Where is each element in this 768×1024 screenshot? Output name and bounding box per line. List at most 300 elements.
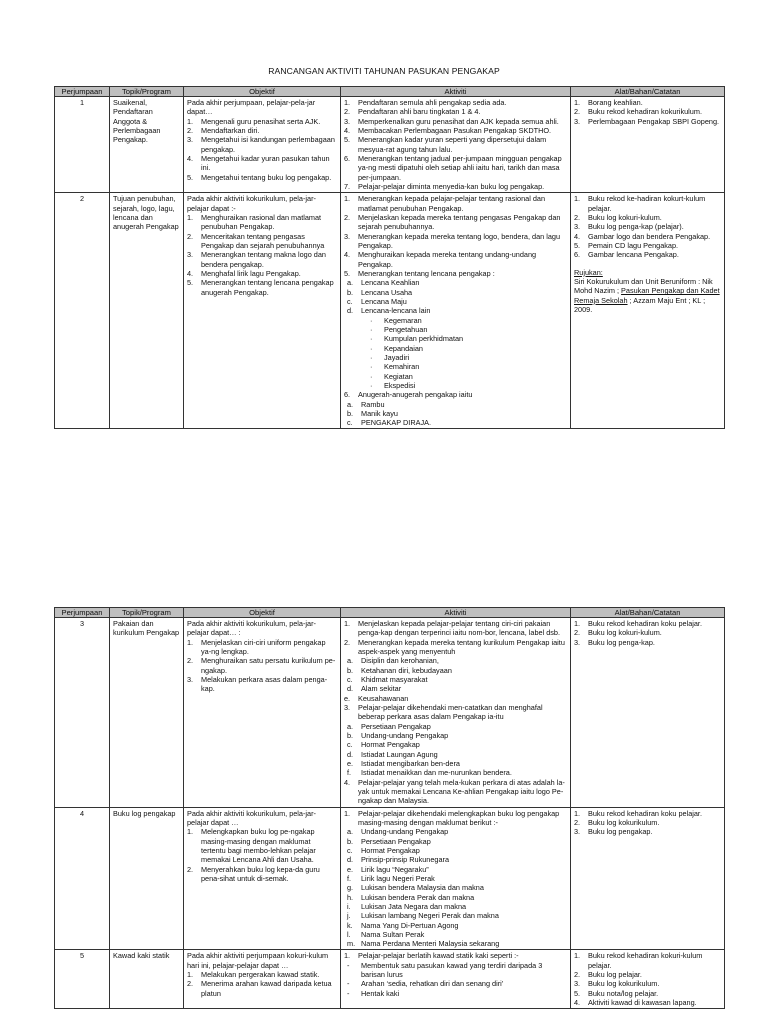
objective-cell <box>184 807 341 950</box>
list-marker: 4. <box>344 777 351 787</box>
activity-item <box>344 250 567 269</box>
list-text: Menjelaskan ciri-ciri uniform pengakap ya-ng lengkap. <box>201 637 326 656</box>
list-text: Borang keahlian. <box>588 98 643 107</box>
list-text: Menerangkan kepada pelajar-pelajar tentang rasional dan matlamat penubuhan Pengakap. <box>358 194 546 213</box>
reference-publisher: ; Azzam Maju Ent ; KL ; 2009. <box>574 295 706 314</box>
list-marker: 2. <box>574 970 581 980</box>
list-marker: 6. <box>574 250 581 260</box>
list-text: Hormat Pengakap <box>361 845 420 855</box>
list-marker: 4. <box>187 268 194 278</box>
objective-cell <box>184 193 341 429</box>
list-marker: a. <box>347 656 354 666</box>
list-text: Menerangkan tentang jadual per-jumpaan mingguan pengakap ya-ng mesti dipatuhi oleh setiap ahli iaitu hari, tarikh dan masa per-jumpaan. <box>358 153 562 182</box>
material-item <box>574 979 721 988</box>
material-item <box>574 989 721 998</box>
activity-item <box>344 117 567 126</box>
objective-cell <box>184 950 341 1009</box>
list-marker: 6. <box>344 153 351 163</box>
list-text: Buku rekod kehadiran kokurikulum. <box>588 107 702 117</box>
activity-item <box>344 381 567 390</box>
list-text: Nama Yang Di-Pertuan Agong <box>361 920 459 930</box>
list-text: Hormat Pengakap <box>361 740 420 750</box>
list-marker: j. <box>347 911 351 921</box>
list-text: Jayadiri <box>384 352 410 362</box>
activity-item <box>344 418 567 427</box>
list-text: Menghafal lirik lagu Pengakap. <box>201 268 301 278</box>
activity-item <box>344 107 567 116</box>
list-text: Melakukan pergerakan kawad statik. <box>201 970 320 980</box>
list-marker: 5. <box>574 988 581 998</box>
objective-intro: Pada akhir perjumpaan, pelajar-pela-jar dapat… <box>187 98 316 117</box>
activity-item <box>344 979 567 988</box>
activity-item <box>344 902 567 911</box>
list-text: Memperkenalkan guru penasihat dan AJK kepada semua ahli. <box>358 116 559 126</box>
activity-cell <box>341 97 571 193</box>
list-text: Pelajar-pelajar diminta menyedia-kan buku log pengakap. <box>358 181 545 191</box>
list-marker: a. <box>347 399 354 409</box>
list-marker: 1. <box>344 808 351 818</box>
list-marker: · <box>370 352 373 362</box>
activity-item <box>344 666 567 675</box>
list-marker: · <box>370 371 373 381</box>
list-marker: 2. <box>344 637 351 647</box>
list-text: Disiplin dan kerohanian, <box>361 656 439 666</box>
list-marker: 3. <box>187 135 194 145</box>
list-text: Buku log kokuri-kulum. <box>588 628 662 638</box>
activity-item <box>344 961 567 980</box>
list-marker: c. <box>347 418 353 428</box>
list-marker: 2. <box>574 817 581 827</box>
activity-item <box>344 135 567 154</box>
materials-cell <box>571 193 725 429</box>
list-marker: · <box>370 362 373 372</box>
list-text: Buku log kokurikulum. <box>588 817 660 827</box>
list-marker: · <box>370 380 373 390</box>
list-text: Menerangkan kepada mereka tentang kurikulum Pengakap iaitu aspek-aspek yang menyentuh <box>358 637 565 656</box>
list-marker: a. <box>347 721 354 731</box>
activity-item <box>344 362 567 371</box>
list-text: Menghuraikan rasional dan matlamat penubuhan Pengakap. <box>201 212 322 232</box>
list-text: Lukisan lambang Negeri Perak dan makna <box>361 911 499 921</box>
activity-item <box>344 778 567 806</box>
activity-cell <box>341 807 571 950</box>
list-text: Buku log penga-kap (pelajar). <box>588 222 684 232</box>
list-marker: d. <box>347 684 354 694</box>
list-marker: i. <box>347 901 351 911</box>
list-text: Pelajar-pelajar dikehendaki men-catatkan dan menghafal beberap perkara asas dalam Pengakap ia-itu <box>358 702 543 722</box>
material-item <box>574 638 721 647</box>
activity-item <box>344 400 567 409</box>
list-marker: 1. <box>344 98 351 107</box>
activity-item <box>344 334 567 343</box>
list-marker: 3. <box>344 231 351 241</box>
table-row <box>55 618 725 808</box>
table-row <box>55 807 725 950</box>
list-marker: d. <box>347 749 354 759</box>
list-marker: b. <box>347 836 354 846</box>
reference-text <box>574 277 721 314</box>
list-text: Buku rekod kehadiran kokuri-kulum pelajar. <box>588 951 703 970</box>
list-text: Kegemaran <box>384 315 422 325</box>
list-text: Buku log pelajar. <box>588 970 642 980</box>
activity-item <box>344 269 567 278</box>
topic-cell: Kawad kaki statik <box>110 950 184 1009</box>
meeting-number: 2 <box>55 193 110 429</box>
list-text: Lukisan Jata Negara dan makna <box>361 901 467 911</box>
objective-item <box>187 126 337 135</box>
list-text: Anugerah-anugerah pengakap iaitu <box>358 390 473 400</box>
list-marker: c. <box>347 845 353 855</box>
list-marker: - <box>347 979 350 989</box>
list-marker: m. <box>347 939 356 949</box>
activity-item <box>344 759 567 768</box>
list-text: Kepandaian <box>384 343 423 353</box>
list-text: Buku log kokuri-kulum. <box>588 212 662 222</box>
list-marker: · <box>370 343 373 353</box>
activity-item <box>344 939 567 948</box>
list-text: Undang-undang Pengakap <box>361 730 449 740</box>
activity-item <box>344 638 567 657</box>
list-marker: 1. <box>574 98 581 107</box>
col-header-objective: Objektif <box>184 87 341 97</box>
list-marker: f. <box>347 768 352 778</box>
list-text: Hentak kaki <box>361 988 400 998</box>
list-marker: 1. <box>574 951 581 961</box>
material-item <box>574 117 721 126</box>
list-marker: 3. <box>187 674 194 684</box>
activity-item <box>344 325 567 334</box>
activity-item <box>344 703 567 722</box>
col-header-topic: Topik/Program <box>110 87 184 97</box>
list-text: Arahan ‘sedia, rehatkan diri dan senang diri’ <box>361 979 504 989</box>
activity-cell <box>341 950 571 1009</box>
material-item <box>574 232 721 241</box>
list-marker: e. <box>344 693 351 703</box>
activity-item <box>344 809 567 828</box>
objective-cell <box>184 618 341 808</box>
objective-item <box>187 827 337 864</box>
materials-cell <box>571 618 725 808</box>
material-item <box>574 998 721 1007</box>
list-marker: 1. <box>187 116 194 126</box>
objective-item <box>187 135 337 154</box>
meeting-number: 4 <box>55 807 110 950</box>
col-header-meeting: Perjumpaan <box>55 608 110 618</box>
list-marker: 3. <box>574 637 581 647</box>
list-text: Lukisan bendera Malaysia dan makna <box>361 883 484 893</box>
list-text: Menerima arahan kawad daripada ketua platun <box>201 979 332 998</box>
activity-item <box>344 344 567 353</box>
list-text: Menghuraikan satu persatu kurikulum pe-ngakap. <box>201 656 336 675</box>
col-header-objective: Objektif <box>184 608 341 618</box>
material-item <box>574 827 721 836</box>
col-header-meeting: Perjumpaan <box>55 87 110 97</box>
material-item <box>574 951 721 970</box>
list-text: Menerangkan tentang lencana pengakap anugerah Pengakap. <box>201 278 334 297</box>
list-text: Membacakan Perlembagaan Pasukan Pengakap SKDTHO. <box>358 125 552 135</box>
activity-item <box>344 921 567 930</box>
list-marker: 2. <box>187 125 194 135</box>
list-text: Buku log kokurikulum. <box>588 979 660 989</box>
objective-intro: Pada akhir aktiviti perjumpaan kokuri-kulum hari ini, pelajar-pelajar dapat … <box>187 951 329 970</box>
material-item <box>574 107 721 116</box>
col-header-topic: Topik/Program <box>110 608 184 618</box>
activity-item <box>344 837 567 846</box>
list-marker: 3. <box>187 250 194 260</box>
list-marker: 4. <box>344 125 351 135</box>
table-row <box>55 97 725 193</box>
activity-item <box>344 213 567 232</box>
objective-item <box>187 117 337 126</box>
list-text: Buku log penga-kap. <box>588 637 655 647</box>
activity-item <box>344 154 567 182</box>
list-text: Pelajar-pelajar dikehendaki melengkapkan buku log pengakap masing-masing dengan maklumat berikut :- <box>358 808 560 827</box>
activity-item <box>344 911 567 920</box>
list-marker: 5. <box>574 240 581 250</box>
activity-item <box>344 951 567 960</box>
list-marker: 2. <box>574 628 581 638</box>
list-text: Menjelaskan kepada pelajar-pelajar tentang ciri-ciri pakaian penga-kap dengan terperinci iaitu nom-bor, lencana, label dsb. <box>358 619 561 638</box>
list-text: Buku rekod ke-hadiran kokurt-kulum pelajar. <box>588 194 706 213</box>
activity-cell <box>341 193 571 429</box>
list-text: Prinsip-prinsip Rukunegara <box>361 855 450 865</box>
list-text: Menerangkan tentang lencana pengakap : <box>358 268 495 278</box>
spacer <box>574 260 721 268</box>
list-marker: 1. <box>344 194 351 204</box>
list-text: Ketahanan diri, kebudayaan <box>361 665 452 675</box>
topic-cell: Buku log pengakap <box>110 807 184 950</box>
list-text: Lukisan bendera Perak dan makna <box>361 892 475 902</box>
list-marker: 2. <box>574 107 581 117</box>
activity-item <box>344 297 567 306</box>
col-header-materials: Alat/Bahan/Catatan <box>571 608 725 618</box>
activity-item <box>344 353 567 362</box>
list-marker: d. <box>347 855 354 865</box>
list-marker: f. <box>347 873 352 883</box>
list-text: Menerangkan kadar yuran seperti yang dipersetujui dalam mesyua-rat agung tahun lalu. <box>358 135 547 154</box>
materials-cell <box>571 950 725 1009</box>
activity-item <box>344 316 567 325</box>
reference-author: Siri Kokurukulum dan Unit Beruniform : Nik Mohd Nazim ; <box>574 276 713 296</box>
list-text: Ekspedisi <box>384 380 416 390</box>
activity-item <box>344 372 567 381</box>
list-marker: 2. <box>344 212 351 222</box>
list-text: Menjelaskan kepada mereka tentang pengasas Pengakap dan sejarah penubuhannya. <box>358 212 561 232</box>
list-marker: 5. <box>187 172 194 182</box>
list-marker: k. <box>347 920 353 930</box>
list-marker: 1. <box>344 951 351 961</box>
list-marker: 4. <box>187 153 194 163</box>
list-text: Mengetahui isi kandungan perlembagaan pengakap. <box>201 135 335 154</box>
list-text: Nama Sultan Perak <box>361 929 425 939</box>
list-text: Kumpulan perkhidmatan <box>384 334 464 344</box>
material-item <box>574 809 721 818</box>
activity-item <box>344 675 567 684</box>
list-marker: 1. <box>344 619 351 628</box>
list-marker: 5. <box>187 278 194 288</box>
list-marker: 5. <box>344 268 351 278</box>
list-marker: b. <box>347 287 354 297</box>
objective-intro: Pada akhir aktiviti kokurikulum, pela-jar-pelajar dapat… : <box>187 619 316 638</box>
activity-item <box>344 619 567 638</box>
activity-item <box>344 232 567 251</box>
list-marker: 4. <box>344 250 351 260</box>
list-marker: 1. <box>574 808 581 818</box>
materials-cell <box>571 97 725 193</box>
list-text: PENGAKAP DIRAJA. <box>361 418 432 428</box>
list-text: Pelajar-pelajar yang telah mela-kukan perkara di atas adalah la-yak untuk memakai Lencana Ke-ahlian Pengakap iaitu logo Pe-ngakap dan Malaysia. <box>358 777 565 806</box>
list-marker: g. <box>347 883 354 893</box>
page-title: RANCANGAN AKTIVITI TAHUNAN PASUKAN PENGAKAP <box>268 66 500 76</box>
list-marker: 1. <box>574 194 581 204</box>
activity-cell <box>341 618 571 808</box>
list-marker: 3. <box>574 116 581 126</box>
list-text: Kemahiran <box>384 362 420 372</box>
list-marker: c. <box>347 296 353 306</box>
list-text: Buku rekod kehadiran koku pelajar. <box>588 808 702 818</box>
list-marker: a. <box>347 827 354 837</box>
col-header-activity: Aktiviti <box>341 608 571 618</box>
objective-item <box>187 173 337 182</box>
activity-item <box>344 306 567 315</box>
activity-item <box>344 126 567 135</box>
list-marker: 3. <box>344 702 351 712</box>
table-row <box>55 193 725 429</box>
topic-cell: Suaikenal, Pendaftaran Anggota & Perlembagaan Pengakap. <box>110 97 184 193</box>
list-marker: 2. <box>187 864 194 874</box>
meeting-number: 5 <box>55 950 110 1009</box>
list-text: Mengetahui tentang buku log pengakap. <box>201 172 332 182</box>
activity-item <box>344 768 567 777</box>
material-item <box>574 970 721 979</box>
objective-item <box>187 675 337 694</box>
list-marker: 3. <box>574 979 581 989</box>
list-text: Melakukan perkara asas dalam penga-kap. <box>201 674 328 694</box>
objective-item <box>187 278 337 297</box>
list-text: Lirik lagu “Negaraku” <box>361 864 429 874</box>
list-text: Manik kayu <box>361 408 398 418</box>
activity-item <box>344 740 567 749</box>
list-text: Melengkapkan buku log pe-ngakap masing-masing dengan maklumat tertentu bagi membo-lehkan pelajar memakai Lencana Ahli dan Usaha. <box>201 827 316 865</box>
list-marker: 2. <box>187 231 194 241</box>
list-marker: 1. <box>187 970 194 980</box>
list-text: Istiadat Laungan Agung <box>361 749 438 759</box>
list-text: Kegiatan <box>384 371 413 381</box>
table-row <box>55 950 725 1009</box>
list-text: Lencana-lencana lain <box>361 306 431 316</box>
list-marker: 1. <box>574 619 581 628</box>
list-text: Menghuraikan kepada mereka tentang undang-undang Pengakap. <box>358 250 537 269</box>
list-text: Pendaftaran ahli baru tingkatan 1 & 4. <box>358 107 481 117</box>
activity-item <box>344 182 567 191</box>
list-text: Mendaftarkan diri. <box>201 125 260 135</box>
activity-item <box>344 827 567 836</box>
activity-item <box>344 731 567 740</box>
objective-item <box>187 638 337 657</box>
activity-item <box>344 930 567 939</box>
material-item <box>574 194 721 213</box>
activity-item <box>344 874 567 883</box>
list-marker: e. <box>347 758 354 768</box>
activity-item <box>344 989 567 998</box>
list-marker: b. <box>347 665 354 675</box>
activity-item <box>344 750 567 759</box>
list-marker: 4. <box>574 231 581 241</box>
objective-intro: Pada akhir aktiviti kokurikulum, pela-jar-pelajar dapat … <box>187 808 316 827</box>
meeting-number: 1 <box>55 97 110 193</box>
activity-item <box>344 893 567 902</box>
objective-intro: Pada akhir aktiviti kokurikulum, pela-jar-pelajar dapat :- <box>187 194 316 213</box>
list-marker: 2. <box>574 212 581 222</box>
material-item <box>574 818 721 827</box>
activity-item <box>344 278 567 287</box>
list-text: Nama Perdana Menteri Malaysia sekarang <box>361 939 500 949</box>
list-text: Menerangkan tentang makna logo dan bendera pengakap. <box>201 250 326 269</box>
list-text: Alam sekitar <box>361 684 402 694</box>
list-text: Mengetahui kadar yuran pasukan tahun ini. <box>201 153 330 173</box>
topic-cell: Tujuan penubuhan, sejarah, logo, lagu, lencana dan anugerah Pengakap <box>110 193 184 429</box>
objective-item <box>187 213 337 232</box>
list-marker: 3. <box>574 222 581 232</box>
list-text: Pemain CD lagu Pengakap. <box>588 240 679 250</box>
list-marker: - <box>347 988 350 998</box>
list-text: Lencana Keahlian <box>361 278 420 288</box>
objective-item <box>187 656 337 675</box>
activity-item <box>344 409 567 418</box>
objective-item <box>187 250 337 269</box>
list-text: Istiadat menaikkan dan me-nurunkan bendera. <box>361 768 512 778</box>
list-marker: b. <box>347 408 354 418</box>
list-text: Perlembagaan Pengakap SBPI Gopeng. <box>588 116 720 126</box>
list-text: Istiadat mengibarkan ben-dera <box>361 758 460 768</box>
list-text: Persetiaan Pengakap <box>361 721 431 731</box>
objective-item <box>187 269 337 278</box>
list-marker: 2. <box>187 656 194 666</box>
objective-item <box>187 154 337 173</box>
list-text: Gambar lencana Pengakap. <box>588 250 679 260</box>
list-marker: 2. <box>344 107 351 117</box>
list-marker: 3. <box>344 116 351 126</box>
reference-label: Rujukan: <box>574 267 603 277</box>
list-text: Buku nota/log pelajar. <box>588 988 659 998</box>
list-marker: 5. <box>344 135 351 145</box>
activity-item <box>344 684 567 693</box>
list-marker: l. <box>347 929 351 939</box>
activity-item <box>344 883 567 892</box>
list-text: Menyerahkan buku log kepa-da guru pena-sihat untuk di-semak. <box>201 864 320 883</box>
list-text: Aktiviti kawad di kawasan lapang. <box>588 998 697 1008</box>
table-header-row <box>55 608 725 618</box>
objective-cell <box>184 97 341 193</box>
list-marker: - <box>347 960 350 970</box>
objective-item <box>187 970 337 979</box>
material-item <box>574 98 721 107</box>
list-marker: 1. <box>187 212 194 222</box>
list-text: Gambar logo dan bendera Pengakap. <box>588 231 711 241</box>
activity-item <box>344 722 567 731</box>
activity-item <box>344 194 567 213</box>
material-item <box>574 628 721 637</box>
list-marker: 6. <box>344 390 351 400</box>
table-header-row <box>55 87 725 97</box>
materials-cell <box>571 807 725 950</box>
activity-item <box>344 98 567 107</box>
list-text: Lencana Usaha <box>361 287 413 297</box>
topic-cell: Pakaian dan kurikulum Pengakap <box>110 618 184 808</box>
material-item <box>574 250 721 259</box>
list-marker: b. <box>347 730 354 740</box>
list-text: Pendaftaran semula ahli pengakap sedia ada. <box>358 98 507 107</box>
